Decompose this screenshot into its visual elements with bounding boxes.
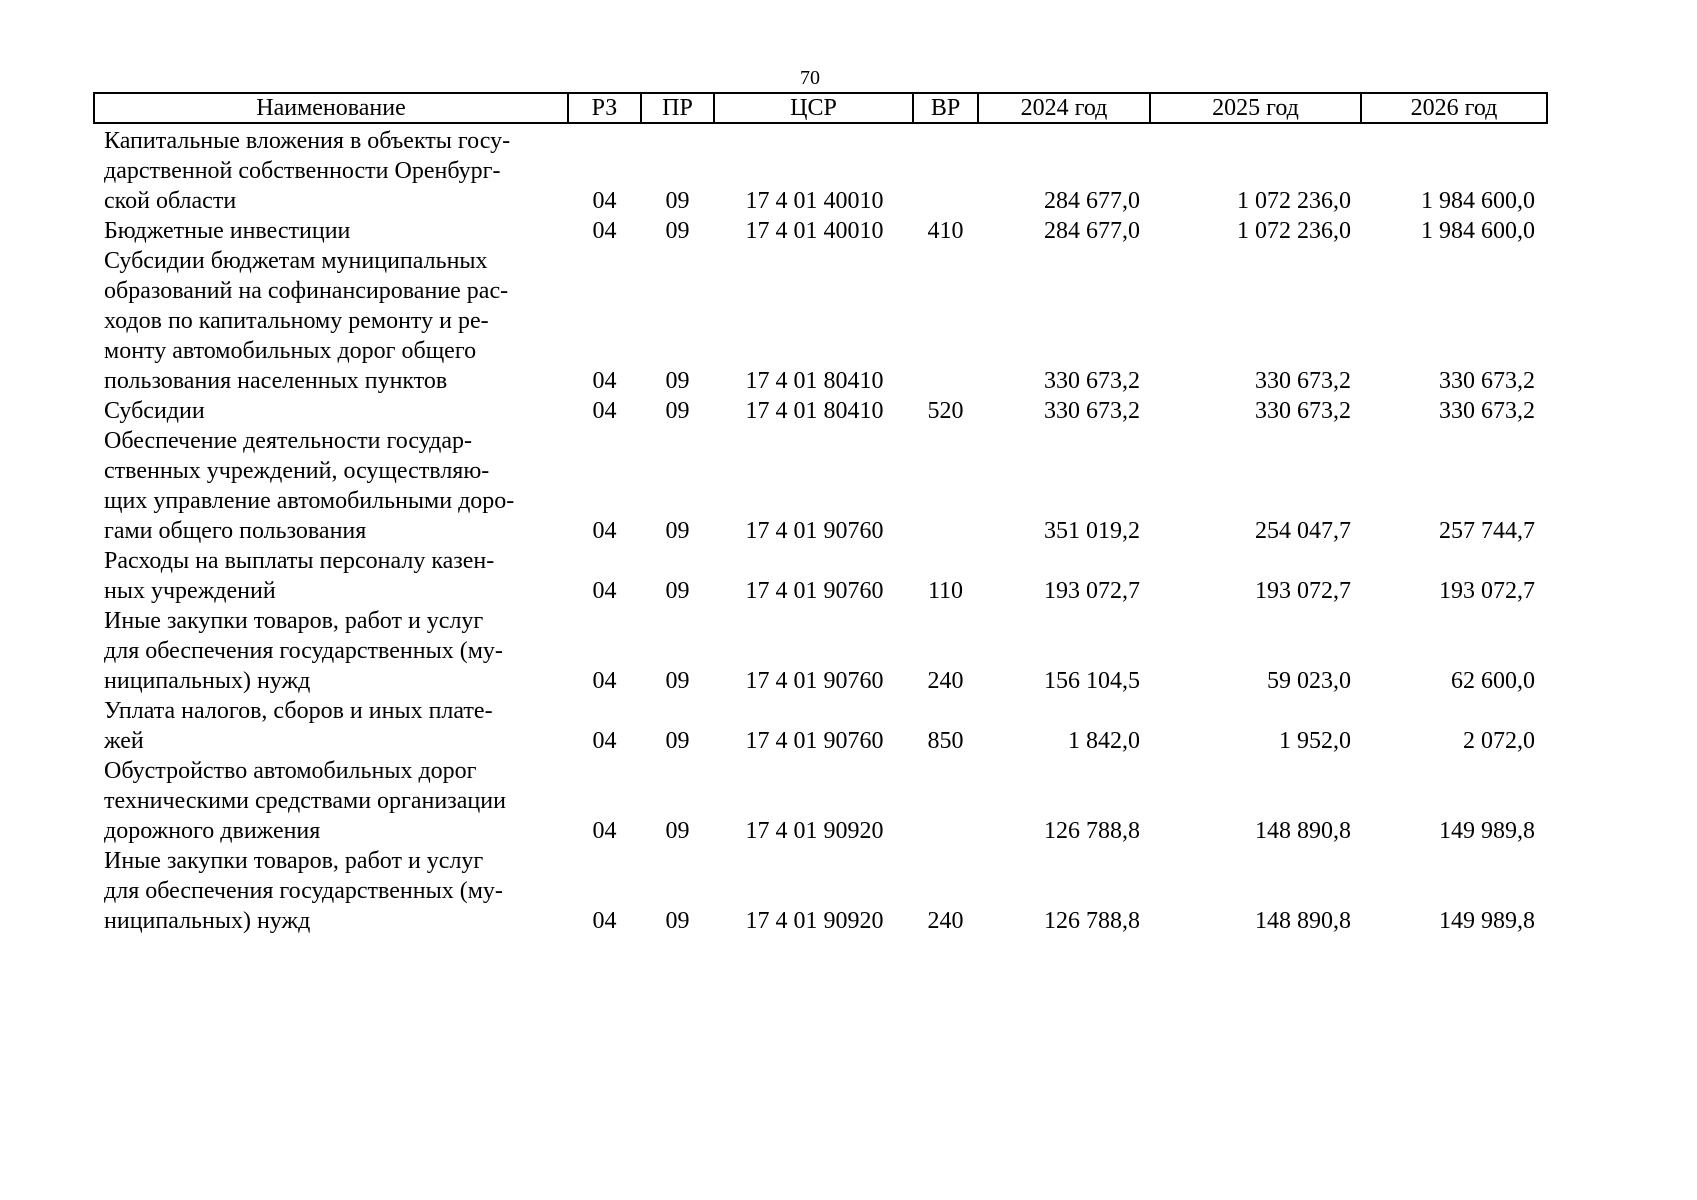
cell-2024: 126 788,8 (1044, 818, 1140, 844)
name-line: Уплата налогов, сборов и иных плате- (104, 698, 493, 724)
cell-2024: 284 677,0 (1044, 218, 1140, 244)
cell-2026: 257 744,7 (1439, 518, 1535, 544)
header-row (94, 93, 1547, 123)
cell-pr: 09 (665, 218, 690, 244)
table-body (94, 123, 1547, 936)
cell-rz: 04 (592, 818, 617, 844)
table-row (94, 606, 1547, 696)
cell-2026: 1 984 600,0 (1421, 218, 1535, 244)
name-line: Иные закупки товаров, работ и услуг (104, 848, 484, 874)
name-line: дарственной собственности Оренбург- (104, 158, 501, 184)
name-line: гами общего пользования (104, 518, 367, 544)
name-line: ных учреждений (104, 578, 276, 604)
cell-2025: 1 072 236,0 (1237, 218, 1351, 244)
cell-rz: 04 (592, 368, 617, 394)
cell-csr: 17 4 01 80410 (745, 368, 884, 394)
name-line: для обеспечения государственных (му- (104, 878, 503, 904)
table-row (94, 123, 1547, 216)
cell-csr: 17 4 01 40010 (745, 218, 884, 244)
cell-pr: 09 (665, 188, 690, 214)
cell-name (94, 846, 568, 936)
cell-csr: 17 4 01 40010 (745, 188, 884, 214)
table-row (94, 546, 1547, 606)
cell-2025: 254 047,7 (1255, 518, 1351, 544)
cell-vr (913, 756, 978, 846)
table-row (94, 756, 1547, 846)
cell-2024: 1 842,0 (1068, 728, 1140, 754)
cell-rz: 04 (592, 518, 617, 544)
cell-2024: 330 673,2 (1044, 398, 1140, 424)
cell-2024: 284 677,0 (1044, 188, 1140, 214)
cell-2025: 148 890,8 (1255, 908, 1351, 934)
cell-vr: 520 (927, 398, 964, 424)
table-row (94, 216, 1547, 246)
table-row (94, 846, 1547, 936)
cell-2024: 156 104,5 (1044, 668, 1140, 694)
header-name: Наименование (94, 93, 568, 123)
cell-name (94, 426, 568, 546)
name-line: ниципальных) нужд (104, 668, 311, 694)
cell-2026: 62 600,0 (1451, 668, 1535, 694)
header-rz: РЗ (568, 93, 641, 123)
name-line: жей (104, 728, 144, 754)
cell-2025: 330 673,2 (1255, 398, 1351, 424)
budget-table (93, 92, 1548, 936)
cell-csr: 17 4 01 80410 (745, 398, 884, 424)
name-line: Субсидии (104, 398, 205, 424)
name-line: ниципальных) нужд (104, 908, 311, 934)
table-row (94, 396, 1547, 426)
header-2024: 2024 год (978, 93, 1150, 123)
cell-pr: 09 (665, 398, 690, 424)
cell-2024: 126 788,8 (1044, 908, 1140, 934)
table-header (94, 93, 1547, 123)
cell-csr: 17 4 01 90760 (745, 668, 884, 694)
cell-name (94, 216, 568, 246)
cell-2025: 59 023,0 (1267, 668, 1351, 694)
cell-vr: 240 (927, 668, 964, 694)
header-2025: 2025 год (1150, 93, 1361, 123)
table-row (94, 246, 1547, 396)
cell-2025: 1 072 236,0 (1237, 188, 1351, 214)
cell-rz: 04 (592, 188, 617, 214)
cell-2026: 1 984 600,0 (1421, 188, 1535, 214)
cell-name (94, 546, 568, 606)
cell-2026: 330 673,2 (1439, 398, 1535, 424)
cell-2025: 330 673,2 (1255, 368, 1351, 394)
cell-vr (913, 426, 978, 546)
cell-2026: 330 673,2 (1439, 368, 1535, 394)
cell-rz: 04 (592, 668, 617, 694)
cell-csr: 17 4 01 90920 (745, 908, 884, 934)
name-line: ственных учреждений, осуществляю- (104, 458, 490, 484)
cell-2026: 149 989,8 (1439, 818, 1535, 844)
name-line: монту автомобильных дорог общего (104, 338, 477, 364)
header-pr: ПР (641, 93, 714, 123)
cell-2024: 351 019,2 (1044, 518, 1140, 544)
cell-pr: 09 (665, 368, 690, 394)
name-line: Капитальные вложения в объекты госу- (104, 128, 511, 154)
cell-name (94, 696, 568, 756)
name-line: щих управление автомобильными доро- (104, 488, 515, 514)
cell-2025: 148 890,8 (1255, 818, 1351, 844)
cell-2025: 193 072,7 (1255, 578, 1351, 604)
cell-pr: 09 (665, 578, 690, 604)
cell-csr: 17 4 01 90760 (745, 578, 884, 604)
cell-vr: 110 (927, 578, 964, 604)
cell-name (94, 606, 568, 696)
cell-csr: 17 4 01 90760 (745, 728, 884, 754)
name-line: Обустройство автомобильных дорог (104, 758, 477, 784)
name-line: Обеспечение деятельности государ- (104, 428, 473, 454)
cell-name (94, 246, 568, 396)
cell-rz: 04 (592, 218, 617, 244)
cell-pr: 09 (665, 668, 690, 694)
cell-name (94, 756, 568, 846)
cell-rz: 04 (592, 908, 617, 934)
cell-pr: 09 (665, 908, 690, 934)
cell-pr: 09 (665, 728, 690, 754)
cell-2024: 193 072,7 (1044, 578, 1140, 604)
header-csr: ЦСР (714, 93, 913, 123)
cell-rz: 04 (592, 728, 617, 754)
name-line: Иные закупки товаров, работ и услуг (104, 608, 484, 634)
name-line: Бюджетные инвестиции (104, 218, 351, 244)
name-line: Расходы на выплаты персоналу казен- (104, 548, 495, 574)
name-line: Субсидии бюджетам муниципальных (104, 248, 488, 274)
cell-2025: 1 952,0 (1279, 728, 1351, 754)
page-number: 70 (800, 67, 820, 89)
cell-2026: 149 989,8 (1439, 908, 1535, 934)
name-line: образований на софинансирование рас- (104, 278, 509, 304)
name-line: пользования населенных пунктов (104, 368, 448, 394)
cell-csr: 17 4 01 90920 (745, 818, 884, 844)
cell-name (94, 396, 568, 426)
cell-vr: 410 (927, 218, 964, 244)
cell-2026: 2 072,0 (1463, 728, 1535, 754)
cell-rz: 04 (592, 578, 617, 604)
name-line: техническими средствами организации (104, 788, 506, 814)
cell-vr: 240 (927, 908, 964, 934)
name-line: для обеспечения государственных (му- (104, 638, 503, 664)
cell-vr: 850 (927, 728, 964, 754)
cell-name (94, 123, 568, 216)
cell-2024: 330 673,2 (1044, 368, 1140, 394)
name-line: дорожного движения (104, 818, 321, 844)
cell-pr: 09 (665, 518, 690, 544)
table-row (94, 696, 1547, 756)
header-2026: 2026 год (1361, 93, 1547, 123)
cell-2026: 193 072,7 (1439, 578, 1535, 604)
name-line: ской области (104, 188, 237, 214)
cell-pr: 09 (665, 818, 690, 844)
header-vr: ВР (913, 93, 978, 123)
cell-vr (913, 123, 978, 216)
table-row (94, 426, 1547, 546)
cell-vr (913, 246, 978, 396)
name-line: ходов по капитальному ремонту и ре- (104, 308, 489, 334)
cell-csr: 17 4 01 90760 (745, 518, 884, 544)
cell-rz: 04 (592, 398, 617, 424)
